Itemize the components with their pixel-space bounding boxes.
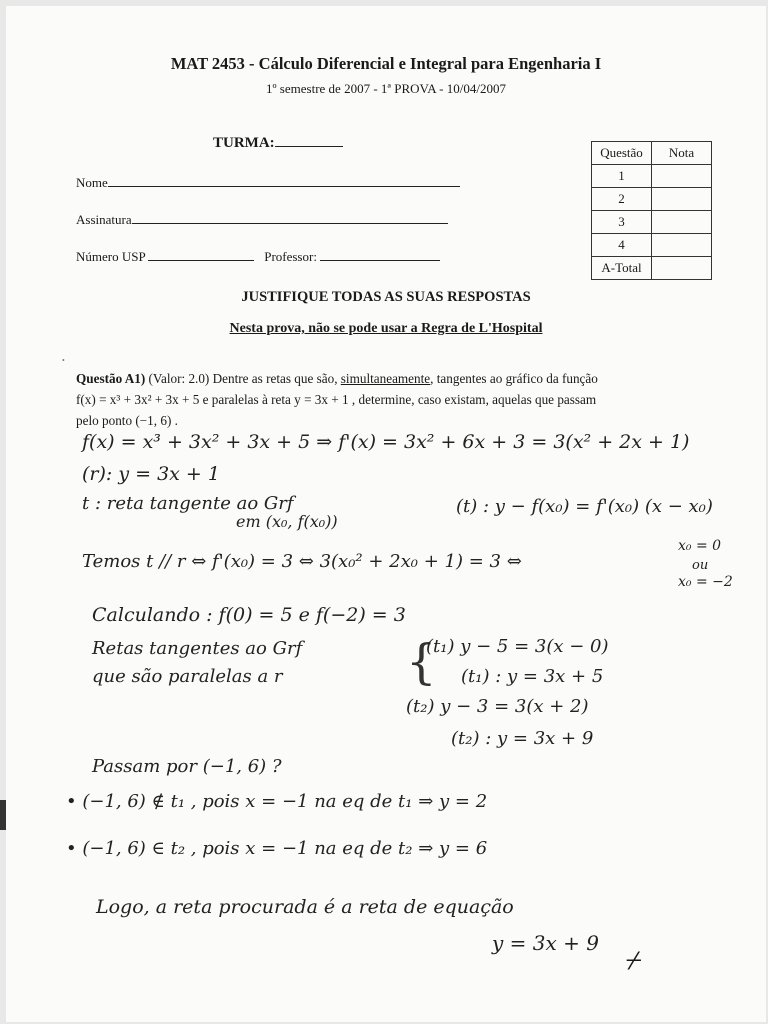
nome-field [76, 174, 460, 191]
grades-row-label: 2 [592, 188, 652, 211]
question-label: Questão A1) [76, 371, 146, 386]
exam-subtitle: 1º semestre de 2007 - 1ª PROVA - 10/04/2007 [266, 81, 506, 96]
assinatura-line [132, 211, 448, 224]
numero-usp-line [148, 248, 254, 261]
hw-line-tangents: Retas tangentes ao Grf [92, 638, 303, 659]
question-text-3: f(x) = x³ + 3x² + 3x + 5 e paralelas à reta y = 3x + 1 , determine, caso existam, aquelas que passam [76, 392, 597, 407]
turma-label: TURMA: [213, 135, 275, 151]
grades-row [592, 165, 712, 188]
assinatura-label: Assinatura [76, 212, 132, 227]
hw-line-question: Passam por (−1, 6) ? [92, 756, 282, 777]
scan-edge-mark [0, 800, 6, 830]
turma-line [275, 134, 343, 147]
exam-page [6, 6, 766, 1022]
hw-t1-eq: (t₁) y − 5 = 3(x − 0) [426, 636, 609, 657]
question-a1 [76, 368, 736, 431]
grades-row-score [652, 188, 712, 211]
numero-usp-field [76, 248, 440, 265]
hw-brace: { [406, 634, 437, 690]
hw-line-t-def: t : reta tangente ao Grf [82, 493, 294, 514]
grades-row [592, 211, 712, 234]
grades-row [592, 234, 712, 257]
hw-x0-minus-two: x₀ = −2 [678, 574, 733, 590]
hw-line-calc: Calculando : f(0) = 5 e f(−2) = 3 [92, 604, 406, 626]
grades-row [592, 188, 712, 211]
no-lhospital-instruction: Nesta prova, não se pode usar a Regra de L'Hospital [229, 321, 543, 336]
hw-line-parallel: Temos t // r ⇔ f'(x₀) = 3 ⇔ 3(x₀² + 2x₀ + 1) = 3 ⇔ [82, 551, 522, 572]
question-underlined: simultaneamente [340, 371, 431, 386]
grades-row-score [652, 165, 712, 188]
hw-line-conclusion: Logo, a reta procurada é a reta de equação [96, 896, 514, 918]
hw-t1-final: (t₁) : y = 3x + 5 [461, 666, 604, 687]
grades-row-label: 3 [592, 211, 652, 234]
hw-line-answer: y = 3x + 9 [492, 931, 599, 955]
professor-label: Professor: [264, 249, 317, 264]
scan-dot: • [62, 356, 65, 365]
grades-header-row [592, 142, 712, 165]
question-value: (Valor: 2.0) [148, 371, 210, 386]
professor-line [320, 248, 440, 261]
grades-row-score [652, 211, 712, 234]
grades-row-label: 1 [592, 165, 652, 188]
hw-line-t-point: em (x₀, f(x₀)) [236, 512, 338, 531]
hw-line-derivative: f(x) = x³ + 3x² + 3x + 5 ⇒ f'(x) = 3x² + 6x + 3 = 3(x² + 2x + 1) [82, 431, 690, 453]
nome-label: Nome [76, 175, 108, 190]
hw-line-t1-check: • (−1, 6) ∉ t₁ , pois x = −1 na eq de t₁ ⇒ y = 2 [66, 791, 488, 812]
question-text-4: pelo ponto (−1, 6) . [76, 413, 178, 428]
turma-field [213, 134, 343, 152]
justify-instruction: JUSTIFIQUE TODAS AS SUAS RESPOSTAS [241, 289, 531, 305]
hw-t2-eq: (t₂) y − 3 = 3(x + 2) [406, 696, 589, 717]
grades-row [592, 257, 712, 280]
hw-or: ou [692, 558, 709, 573]
grades-table [591, 141, 712, 280]
hw-line-t2-check: • (−1, 6) ∈ t₂ , pois x = −1 na eq de t₂ ⇒ y = 6 [66, 838, 488, 859]
hw-x0-zero: x₀ = 0 [678, 538, 722, 554]
question-text-1: Dentre as retas que são, [212, 371, 338, 386]
hw-line-t-eq: (t) : y − f(x₀) = f'(x₀) (x − x₀) [456, 496, 713, 517]
grades-row-label: 4 [592, 234, 652, 257]
question-text-2: , tangentes ao gráfico da função [430, 371, 598, 386]
grades-row-label: A-Total [592, 257, 652, 280]
grades-row-score [652, 234, 712, 257]
hw-line-parallel-r: que são paralelas a r [92, 666, 283, 687]
exam-title: MAT 2453 - Cálculo Diferencial e Integral para Engenharia I [170, 54, 602, 73]
hw-line-r: (r): y = 3x + 1 [82, 463, 220, 485]
numero-usp-label: Número USP [76, 249, 146, 264]
grades-header-questao: Questão [592, 142, 652, 165]
hw-t2-final: (t₂) : y = 3x + 9 [451, 728, 594, 749]
assinatura-field [76, 211, 448, 228]
nome-line [108, 174, 460, 187]
grades-row-score [652, 257, 712, 280]
end-mark: ⌿ [626, 946, 642, 976]
grades-header-nota: Nota [652, 142, 712, 165]
